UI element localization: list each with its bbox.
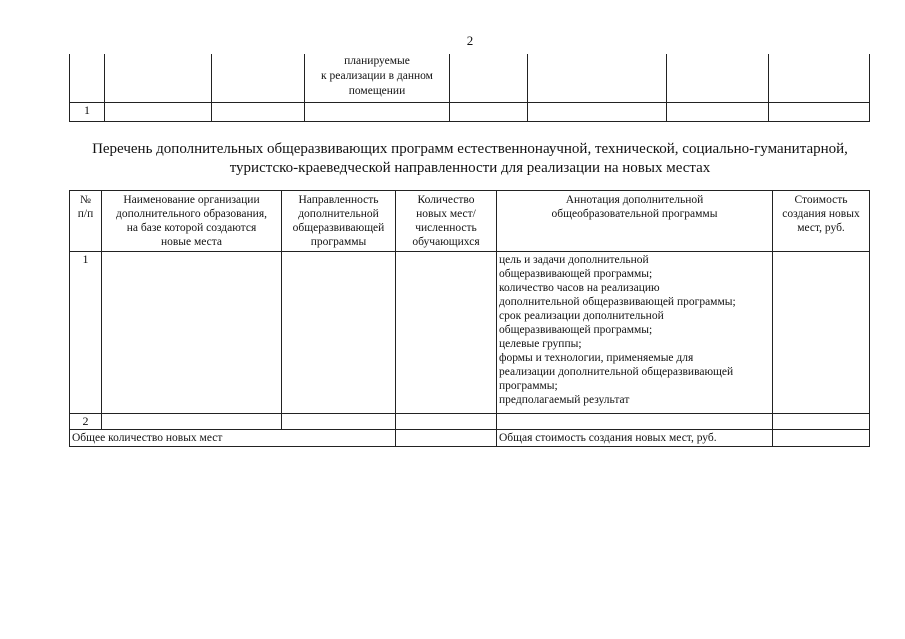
top-fragment-cell: [305, 102, 450, 121]
header-line: создания новых: [782, 208, 860, 220]
annotation-line: формы и технологии, применяемые для: [499, 352, 694, 364]
header-line: Направленность: [298, 194, 379, 206]
header-line: на базе которой создаются: [126, 222, 257, 234]
table-cell: [396, 414, 497, 430]
annotation-line: предполагаемый результат: [499, 394, 630, 406]
table-cell: [102, 252, 282, 414]
total-places-value: [396, 430, 497, 447]
annotation-line: общеразвивающей программы;: [499, 324, 653, 336]
top-fragment-cell: [769, 54, 870, 102]
section-heading-line: Перечень дополнительных общеразвивающих программ естественнонаучной, технической, социально-гуманитарной,: [92, 141, 848, 157]
top-fragment-cell: [105, 54, 212, 102]
section-heading-line: туристско-краеведческой направленности для реализации на новых местах: [229, 160, 711, 176]
table-header-row: [70, 191, 870, 252]
header-line: программы: [310, 236, 367, 248]
top-fragment-header-cell: [305, 54, 450, 102]
header-annotation: [497, 191, 773, 252]
top-fragment-cell: [528, 54, 667, 102]
header-line: Наименование организации: [123, 194, 260, 206]
table-cell: [282, 252, 396, 414]
total-cost-value: [773, 430, 870, 447]
total-cost-label: Общая стоимость создания новых мест, руб.: [497, 430, 773, 447]
header-number: [70, 191, 102, 252]
page-number: 2: [466, 33, 474, 48]
table-cell: [773, 414, 870, 430]
top-fragment-row: [70, 102, 870, 121]
header-line: общеобразовательной программы: [551, 208, 718, 220]
header-line: дополнительной: [298, 208, 379, 220]
annotation-line: программы;: [499, 380, 558, 392]
top-fragment-row-number: 1: [70, 102, 105, 121]
top-fragment-header-line: планируемые: [344, 55, 410, 67]
top-fragment-table: [69, 54, 870, 122]
header-direction: [282, 191, 396, 252]
top-fragment-cell: [667, 54, 769, 102]
header-line: новые места: [160, 236, 223, 248]
header-line: Количество: [417, 194, 475, 206]
top-fragment-cell: [769, 102, 870, 121]
top-fragment-cell: [212, 54, 305, 102]
table-row: [70, 252, 870, 414]
annotation-line: целевые группы;: [499, 338, 582, 350]
header-line: мест, руб.: [797, 222, 845, 234]
header-line: численность: [415, 222, 477, 234]
header-cost: [773, 191, 870, 252]
annotation-line: реализации дополнительной общеразвивающей: [499, 366, 734, 378]
header-places-count: [396, 191, 497, 252]
annotation-line: цель и задачи дополнительной: [499, 254, 649, 266]
header-organization: [102, 191, 282, 252]
top-fragment-cell: [70, 54, 105, 102]
top-fragment-cell: [450, 102, 528, 121]
table-cell: [773, 252, 870, 414]
table-cell: [102, 414, 282, 430]
header-line: Стоимость: [794, 194, 848, 206]
section-heading: [0, 140, 905, 178]
top-fragment-header-row: [70, 54, 870, 102]
annotation-line: дополнительной общеразвивающей программы;: [499, 296, 736, 308]
header-line: обучающихся: [412, 236, 480, 248]
row-number: 1: [70, 252, 102, 414]
header-line: общеразвивающей: [292, 222, 385, 234]
table-row: [70, 414, 870, 430]
top-fragment-cell: [450, 54, 528, 102]
table-cell: [497, 414, 773, 430]
header-line: №: [80, 194, 91, 206]
row-number: 2: [70, 414, 102, 430]
annotation-line: срок реализации дополнительной: [499, 310, 664, 322]
table-total-row: [70, 430, 870, 447]
top-fragment-cell: [528, 102, 667, 121]
top-fragment-header-line: помещении: [348, 85, 406, 97]
table-cell: [282, 414, 396, 430]
top-fragment-cell: [667, 102, 769, 121]
header-line: новых мест/: [416, 208, 476, 220]
annotation-line: количество часов на реализацию: [499, 282, 660, 294]
table-cell: [396, 252, 497, 414]
annotation-cell: [497, 252, 773, 414]
header-line: дополнительного образования,: [115, 208, 267, 220]
top-fragment-cell: [212, 102, 305, 121]
top-fragment-header-line: к реализации в данном: [321, 70, 433, 82]
top-fragment-cell: [105, 102, 212, 121]
header-line: п/п: [77, 208, 94, 220]
total-places-label: Общее количество новых мест: [70, 430, 396, 447]
header-line: Аннотация дополнительной: [565, 194, 704, 206]
programs-table: [69, 190, 870, 447]
annotation-line: общеразвивающей программы;: [499, 268, 653, 280]
